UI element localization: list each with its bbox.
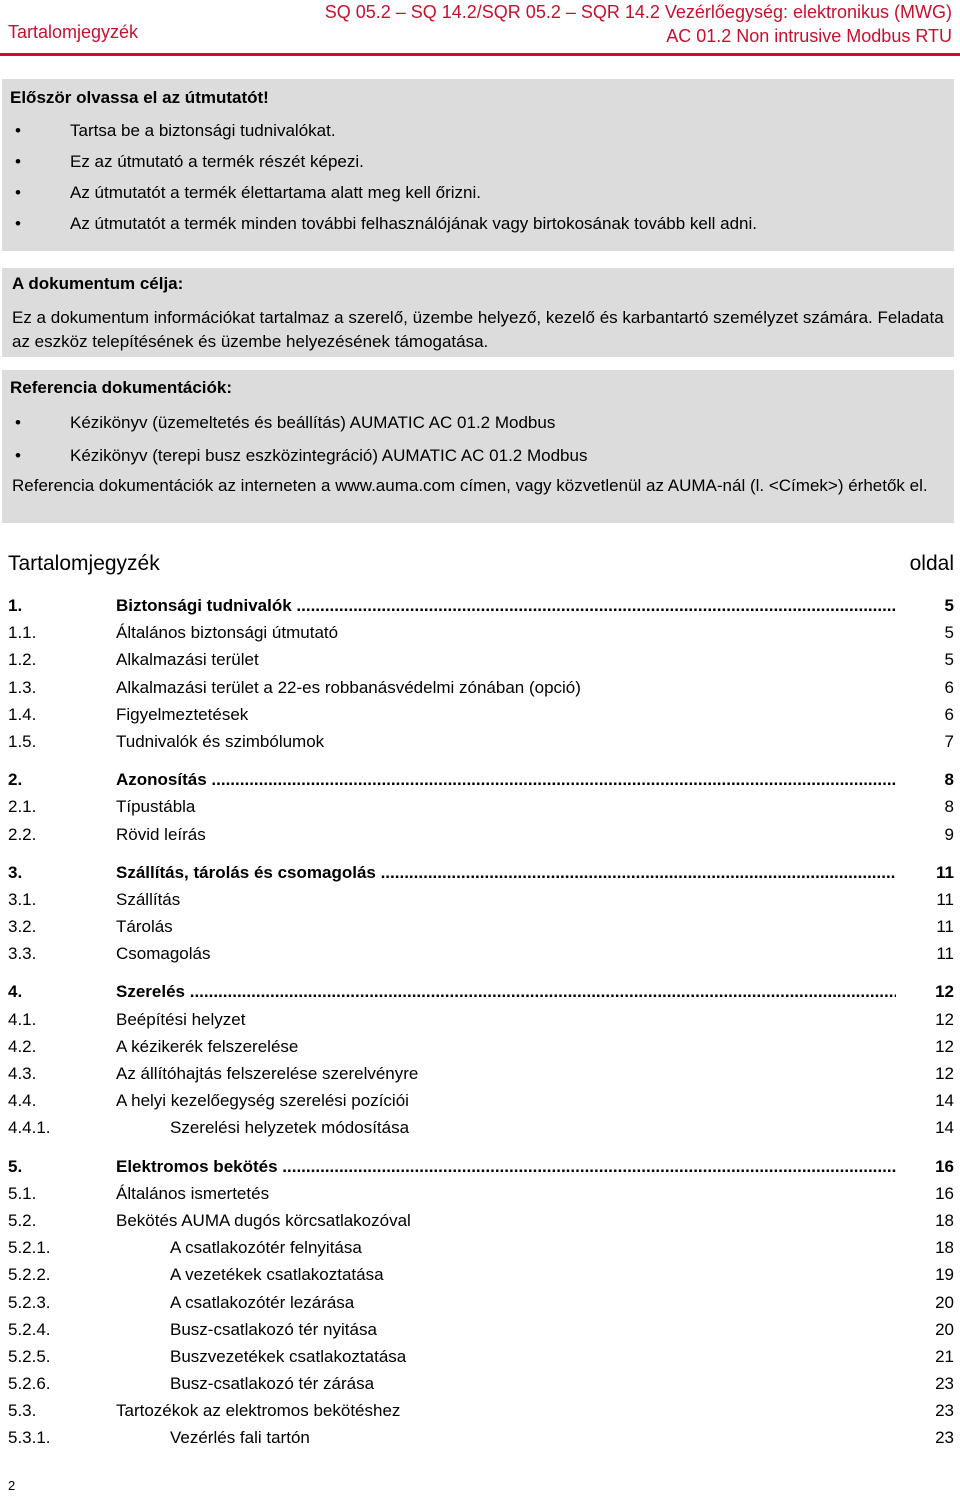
toc-entry-page: 20 [935, 1292, 954, 1312]
toc-entry-page: 11 [936, 862, 954, 882]
toc-header [8, 552, 954, 580]
toc-entry-title: Alkalmazási terület a 22-es robbanásvédelmi zónában (opció) [116, 677, 581, 697]
toc-entry-number: 3.1. [8, 889, 37, 909]
toc-entry[interactable] [8, 646, 954, 673]
toc-entry-number: 5.2. [8, 1210, 37, 1230]
toc-entry[interactable] [8, 1397, 954, 1424]
toc-entry-title: Általános biztonsági útmutató [116, 623, 339, 643]
toc-entry-number: 3. [8, 862, 23, 882]
list-item [10, 439, 946, 472]
toc-entry-number: 2.2. [8, 824, 37, 844]
toc-heading: Tartalomjegyzék [8, 552, 160, 575]
toc-entry-title: Típustábla [116, 797, 196, 817]
toc-entry-page: 7 [944, 731, 954, 751]
list-item [10, 208, 946, 239]
toc-entry-page: 11 [936, 889, 954, 909]
toc-entry[interactable] [8, 592, 954, 619]
page-number: 2 [8, 1478, 16, 1493]
toc-entry-number: 5.3.1. [8, 1428, 51, 1448]
toc-entry-title: Csomagolás [116, 944, 211, 964]
header-product-line-2: AC 01.2 Non intrusive Modbus RTU [666, 26, 952, 46]
references-title: Referencia dokumentációk: [10, 378, 233, 397]
bullet-icon: • [15, 413, 21, 432]
toc-entry-number: 4.1. [8, 1009, 37, 1029]
toc-entry-title: Szállítás, tárolás és csomagolás ..... [116, 859, 896, 886]
list-item-text: Az útmutatót a termék élettartama alatt meg kell őrizni. [70, 183, 482, 202]
bullet-icon: • [15, 214, 21, 233]
read-first-list [10, 115, 946, 239]
toc-entry-number: 5.2.5. [8, 1346, 51, 1366]
toc-entry-title: Szerelési helyzetek módosítása [170, 1118, 410, 1138]
toc-entry-title: Tudnivalók és szimbólumok [116, 731, 325, 751]
toc-entry-page: 23 [935, 1428, 954, 1448]
toc-entry-title: Bekötés AUMA dugós körcsatlakozóval [116, 1210, 411, 1230]
references-list [10, 406, 946, 472]
toc-entry-title: Rövid leírás [116, 824, 206, 844]
toc-entry-page: 8 [944, 770, 954, 790]
toc-entry-title: Busz-csatlakozó tér nyitása [170, 1319, 377, 1339]
toc-list [8, 592, 954, 1452]
header-product-title [325, 0, 952, 48]
read-first-title: Először olvassa el az útmutatót! [10, 88, 269, 107]
toc-entry-page: 16 [935, 1156, 954, 1176]
toc-entry[interactable] [8, 619, 954, 646]
toc-entry-page: 12 [935, 1009, 954, 1029]
toc-entry[interactable] [8, 1370, 954, 1397]
list-item [10, 146, 946, 177]
toc-entry-title: Azonosítás ..... [116, 766, 896, 793]
toc-entry-number: 5.1. [8, 1183, 37, 1203]
toc-entry-number: 5.2.1. [8, 1238, 51, 1258]
toc-entry-number: 3.3. [8, 944, 37, 964]
toc-entry-title: Biztonsági tudnivalók ..... [116, 592, 896, 619]
toc-entry-page: 11 [936, 944, 954, 964]
bullet-icon: • [15, 183, 21, 202]
toc-entry-title: Elektromos bekötés ..... [116, 1153, 896, 1180]
toc-entry-number: 4. [8, 982, 23, 1002]
list-item-text: Az útmutatót a termék minden további felhasználójának vagy birtokosának tovább kell adni. [70, 214, 758, 233]
toc-entry-page: 18 [935, 1238, 954, 1258]
toc-entry-number: 5.2.2. [8, 1265, 51, 1285]
toc-entry-page: 5 [944, 623, 954, 643]
toc-entry-title: A csatlakozótér lezárása [170, 1292, 355, 1312]
toc-entry[interactable] [8, 1114, 954, 1141]
toc-entry-number: 2.1. [8, 797, 37, 817]
toc-entry[interactable] [8, 1153, 954, 1180]
toc-entry[interactable] [8, 1033, 954, 1060]
toc-entry-number: 3.2. [8, 917, 37, 937]
list-item-text: Kézikönyv (üzemeltetés és beállítás) AUMATIC AC 01.2 Modbus [70, 413, 556, 432]
list-item [10, 406, 946, 439]
toc-entry-number: 2. [8, 770, 23, 790]
toc-entry[interactable] [8, 766, 954, 793]
toc-entry-page: 9 [944, 824, 954, 844]
toc-entry-number: 5.3. [8, 1401, 37, 1421]
toc-entry-number: 5. [8, 1156, 23, 1176]
toc-entry[interactable] [8, 1343, 954, 1370]
header-section-title: Tartalomjegyzék [8, 22, 139, 42]
toc-entry-page: 16 [935, 1183, 954, 1203]
bullet-icon: • [15, 152, 21, 171]
toc-entry-page: 20 [935, 1319, 954, 1339]
toc-entry-title: Busz-csatlakozó tér zárása [170, 1374, 375, 1394]
toc-entry-title: Szerelés ..... [116, 978, 896, 1005]
toc-entry[interactable] [8, 1316, 954, 1343]
purpose-box [2, 268, 954, 357]
toc-entry-page: 12 [935, 982, 954, 1002]
header-divider [0, 53, 960, 56]
toc-entry[interactable] [8, 978, 954, 1005]
toc-entry[interactable] [8, 1207, 954, 1234]
toc-entry-number: 4.2. [8, 1036, 37, 1056]
list-item [10, 115, 946, 146]
toc-entry-number: 4.4.1. [8, 1118, 51, 1138]
toc-entry[interactable] [8, 1424, 954, 1451]
toc-entry-number: 1.1. [8, 623, 37, 643]
toc-entry[interactable] [8, 940, 954, 967]
toc-entry-page: 23 [935, 1401, 954, 1421]
references-box [2, 370, 954, 523]
toc-entry-page: 11 [936, 917, 954, 937]
purpose-title: A dokumentum célja: [12, 274, 184, 293]
toc-entry-number: 1.3. [8, 677, 37, 697]
toc-entry[interactable] [8, 1289, 954, 1316]
toc-entry-page: 12 [935, 1036, 954, 1056]
read-first-box [2, 79, 954, 251]
toc-entry-number: 4.4. [8, 1091, 37, 1111]
toc-entry-page: 14 [935, 1091, 954, 1111]
toc-entry-page: 19 [935, 1265, 954, 1285]
toc-entry-title: Tárolás [116, 917, 173, 937]
toc-entry-page: 8 [944, 797, 954, 817]
toc-entry-page: 6 [944, 704, 954, 724]
list-item-text: Kézikönyv (terepi busz eszközintegráció) AUMATIC AC 01.2 Modbus [70, 446, 588, 465]
toc-entry[interactable] [8, 793, 954, 820]
toc-entry-page: 6 [944, 677, 954, 697]
toc-entry-title: Szállítás [116, 889, 181, 909]
toc-entry-title: A kézikerék felszerelése [116, 1036, 299, 1056]
toc-entry[interactable] [8, 886, 954, 913]
toc-entry-title: Buszvezetékek csatlakoztatása [170, 1346, 407, 1366]
toc-entry-number: 1. [8, 596, 23, 615]
toc-entry-page: 14 [935, 1118, 954, 1138]
references-text: Referencia dokumentációk az interneten a www.auma.com címen, vagy közvetlenül az AUMA-nál (l. <Címek>) érhetők el. [12, 476, 928, 495]
bullet-icon: • [15, 121, 21, 140]
toc-entry[interactable] [8, 913, 954, 940]
toc-entry-page: 21 [935, 1346, 954, 1366]
toc-entry-title: Általános ismertetés [116, 1183, 270, 1203]
toc-entry-page: 12 [935, 1064, 954, 1083]
toc-entry-title: A vezetékek csatlakoztatása [170, 1265, 384, 1285]
toc-entry-page: 5 [944, 650, 954, 670]
bullet-icon: • [15, 446, 21, 465]
toc-entry-page: 5 [944, 596, 954, 615]
toc-entry[interactable] [8, 1261, 954, 1288]
toc-entry-title: Az állítóhajtás felszerelése szerelvényre [116, 1064, 419, 1083]
toc-entry-number: 5.2.3. [8, 1292, 51, 1312]
list-item-text: Tartsa be a biztonsági tudnivalókat. [70, 121, 336, 140]
toc-entry[interactable] [8, 701, 954, 728]
toc-entry-title: A helyi kezelőegység szerelési pozíciói [116, 1091, 409, 1111]
toc-entry[interactable] [8, 728, 954, 755]
purpose-text: Ez a dokumentum információkat tartalmaz a szerelő, üzembe helyező, kezelő és karbantartó személyzet számára. Feladata az eszköz telepítésének és üzembe helyezésének támogatása. [12, 308, 944, 351]
toc-entry-title: Beépítési helyzet [116, 1009, 246, 1029]
header-product-line-1: SQ 05.2 – SQ 14.2/SQR 05.2 – SQR 14.2 Vezérlőegység: elektronikus (MWG) [324, 2, 952, 22]
toc-entry-title: A csatlakozótér felnyitása [170, 1238, 362, 1258]
toc-entry-number: 1.4. [8, 704, 37, 724]
list-item [10, 177, 946, 208]
toc-entry-title: Alkalmazási terület [116, 650, 259, 670]
toc-entry-page: 23 [935, 1374, 954, 1394]
toc-entry-title: Figyelmeztetések [116, 704, 249, 724]
list-item-text: Ez az útmutató a termék részét képezi. [70, 152, 364, 171]
toc-entry[interactable] [8, 821, 954, 848]
toc-entry[interactable] [8, 1087, 954, 1114]
toc-entry-number: 1.5. [8, 731, 37, 751]
toc-entry[interactable] [8, 1234, 954, 1261]
toc-page-label: oldal [909, 552, 954, 575]
toc-entry[interactable] [8, 1180, 954, 1207]
toc-entry-number: 4.3. [8, 1064, 37, 1083]
toc-entry[interactable] [8, 674, 954, 701]
toc-entry-title: Vezérlés fali tartón [170, 1428, 310, 1448]
toc-entry-number: 5.2.4. [8, 1319, 51, 1339]
toc-entry[interactable] [8, 1060, 954, 1087]
toc-entry-number: 5.2.6. [8, 1374, 51, 1394]
toc-entry-number: 1.2. [8, 650, 37, 670]
toc-entry-title: Tartozékok az elektromos bekötéshez [116, 1401, 401, 1421]
toc-entry[interactable] [8, 1006, 954, 1033]
toc-entry-page: 18 [935, 1210, 954, 1230]
toc-entry[interactable] [8, 859, 954, 886]
